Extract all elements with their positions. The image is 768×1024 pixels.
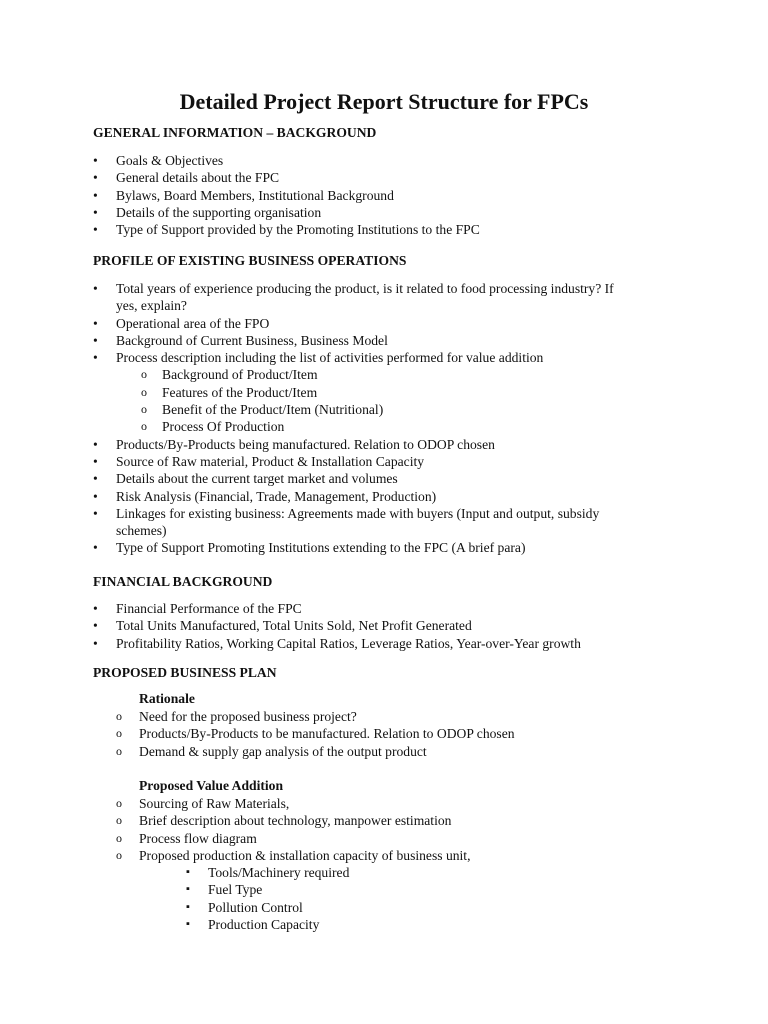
section-heading-profile: PROFILE OF EXISTING BUSINESS OPERATIONS <box>93 253 407 268</box>
sub-list-item: ▪ Fuel Type <box>186 881 636 898</box>
list-item: o Proposed production & installation capacity of business unit, <box>116 847 676 864</box>
list-item: o Brief description about technology, manpower estimation <box>116 812 676 829</box>
sub-list-item: o Process Of Production <box>116 418 633 435</box>
list-item: • Financial Performance of the FPC <box>93 600 673 617</box>
list-item: o Process flow diagram <box>116 830 676 847</box>
sub-list-item: o Benefit of the Product/Item (Nutritional) <box>116 401 633 418</box>
list-item: • Type of Support provided by the Promoting Institutions to the FPC <box>93 221 693 238</box>
financial-list <box>93 600 673 652</box>
list-item: o Products/By-Products to be manufactured. Relation to ODOP chosen <box>116 725 676 742</box>
sub-list-item: o Features of the Product/Item <box>116 384 633 401</box>
list-item: • Goals & Objectives <box>93 152 693 169</box>
list-item: • Products/By-Products being manufactured. Relation to ODOP chosen <box>93 436 633 453</box>
list-item: • Total years of experience producing the product, is it related to food processing industry? If yes, explain? <box>93 280 633 315</box>
list-item: o Sourcing of Raw Materials, <box>116 795 676 812</box>
list-item: • Total Units Manufactured, Total Units Sold, Net Profit Generated <box>93 617 673 634</box>
list-item-process <box>93 349 633 435</box>
capacity-sublist <box>186 864 636 933</box>
sub-list-item: ▪ Pollution Control <box>186 899 636 916</box>
sub-list-item: o Background of Product/Item <box>116 366 633 383</box>
list-item: • Linkages for existing business: Agreements made with buyers (Input and output, subsidy schemes) <box>93 505 633 540</box>
value-addition-list <box>116 795 676 864</box>
list-item: • General details about the FPC <box>93 169 693 186</box>
list-item: • Operational area of the FPO <box>93 315 633 332</box>
section-heading-general: GENERAL INFORMATION – BACKGROUND <box>93 125 377 140</box>
list-item: • Details of the supporting organisation <box>93 204 693 221</box>
subheading-value-addition: Proposed Value Addition <box>139 778 284 793</box>
rationale-list <box>116 708 676 760</box>
process-sublist <box>116 366 633 435</box>
sub-list-item: ▪ Tools/Machinery required <box>186 864 636 881</box>
list-item: • Bylaws, Board Members, Institutional Background <box>93 187 693 204</box>
document-title: Detailed Project Report Structure for FPCs <box>179 89 589 114</box>
list-item: • Background of Current Business, Business Model <box>93 332 633 349</box>
list-item: o Demand & supply gap analysis of the output product <box>116 743 676 760</box>
list-item: • Source of Raw material, Product & Installation Capacity <box>93 453 633 470</box>
subheading-rationale: Rationale <box>139 691 195 706</box>
profile-list <box>93 280 633 557</box>
section-heading-financial: FINANCIAL BACKGROUND <box>93 574 273 589</box>
list-item: • Risk Analysis (Financial, Trade, Management, Production) <box>93 488 633 505</box>
section-heading-proposed: PROPOSED BUSINESS PLAN <box>93 665 277 680</box>
general-list <box>93 152 693 238</box>
list-item-text: Process description including the list of activities performed for value addition <box>116 350 544 366</box>
list-item: • Details about the current target market and volumes <box>93 470 633 487</box>
list-item: • Type of Support Promoting Institutions extending to the FPC (A brief para) <box>93 539 633 556</box>
list-item: • Profitability Ratios, Working Capital Ratios, Leverage Ratios, Year-over-Year growth <box>93 635 673 652</box>
sub-list-item: ▪ Production Capacity <box>186 916 636 933</box>
list-item: o Need for the proposed business project? <box>116 708 676 725</box>
